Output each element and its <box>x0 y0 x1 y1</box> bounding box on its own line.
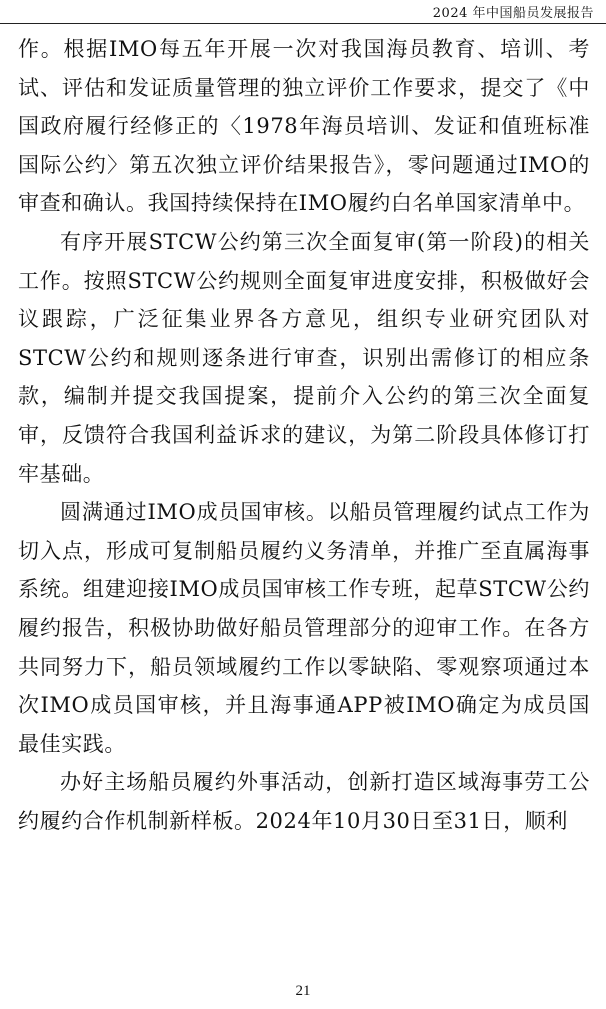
running-header: 2024 年中国船员发展报告 <box>432 6 594 21</box>
paragraph-stcw-review: 有序开展STCW公约第三次全面复审(第一阶段)的相关工作。按照STCW公约规则全面复审进度安排，积极做好会议跟踪，广泛征集业界各方意见，组织专业研究团队对STCW公约和规则逐条进行审查，识别出需修订的相应条款，编制并提交我国提案，提前介入公约的第三次全面复审，反馈符合我国利益诉求的建议，为第二阶段具体修订打牢基础。 <box>18 229 590 486</box>
body-text <box>18 30 590 840</box>
paragraph-continued: 作。根据IMO每五年开展一次对我国海员教育、培训、考试、评估和发证质量管理的独立评价工作要求，提交了《中国政府履行经修正的〈1978年海员培训、发证和值班标准国际公约〉第五次独立评价结果报告》，零问题通过IMO的审查和确认。我国持续保持在IMO履约白名单国家清单中。 <box>18 37 590 216</box>
paragraph-imo-audit: 圆满通过IMO成员国审核。以船员管理履约试点工作为切入点，形成可复制船员履约义务清单，并推广至直属海事系统。组建迎接IMO成员国审核工作专班，起草STCW公约履约报告，积极协助做好船员管理部分的迎审工作。在各方共同努力下，船员领域履约工作以零缺陷、零观察项通过本次IMO成员国审核，并且海事通APP被IMO确定为成员国最佳实践。 <box>18 500 590 756</box>
page-number: 21 <box>295 983 311 999</box>
header-divider <box>0 23 606 24</box>
paragraph-foreign-affairs: 办好主场船员履约外事活动，创新打造区域海事劳工公约履约合作机制新样板。2024年10月30日至31日，顺利 <box>18 770 590 833</box>
